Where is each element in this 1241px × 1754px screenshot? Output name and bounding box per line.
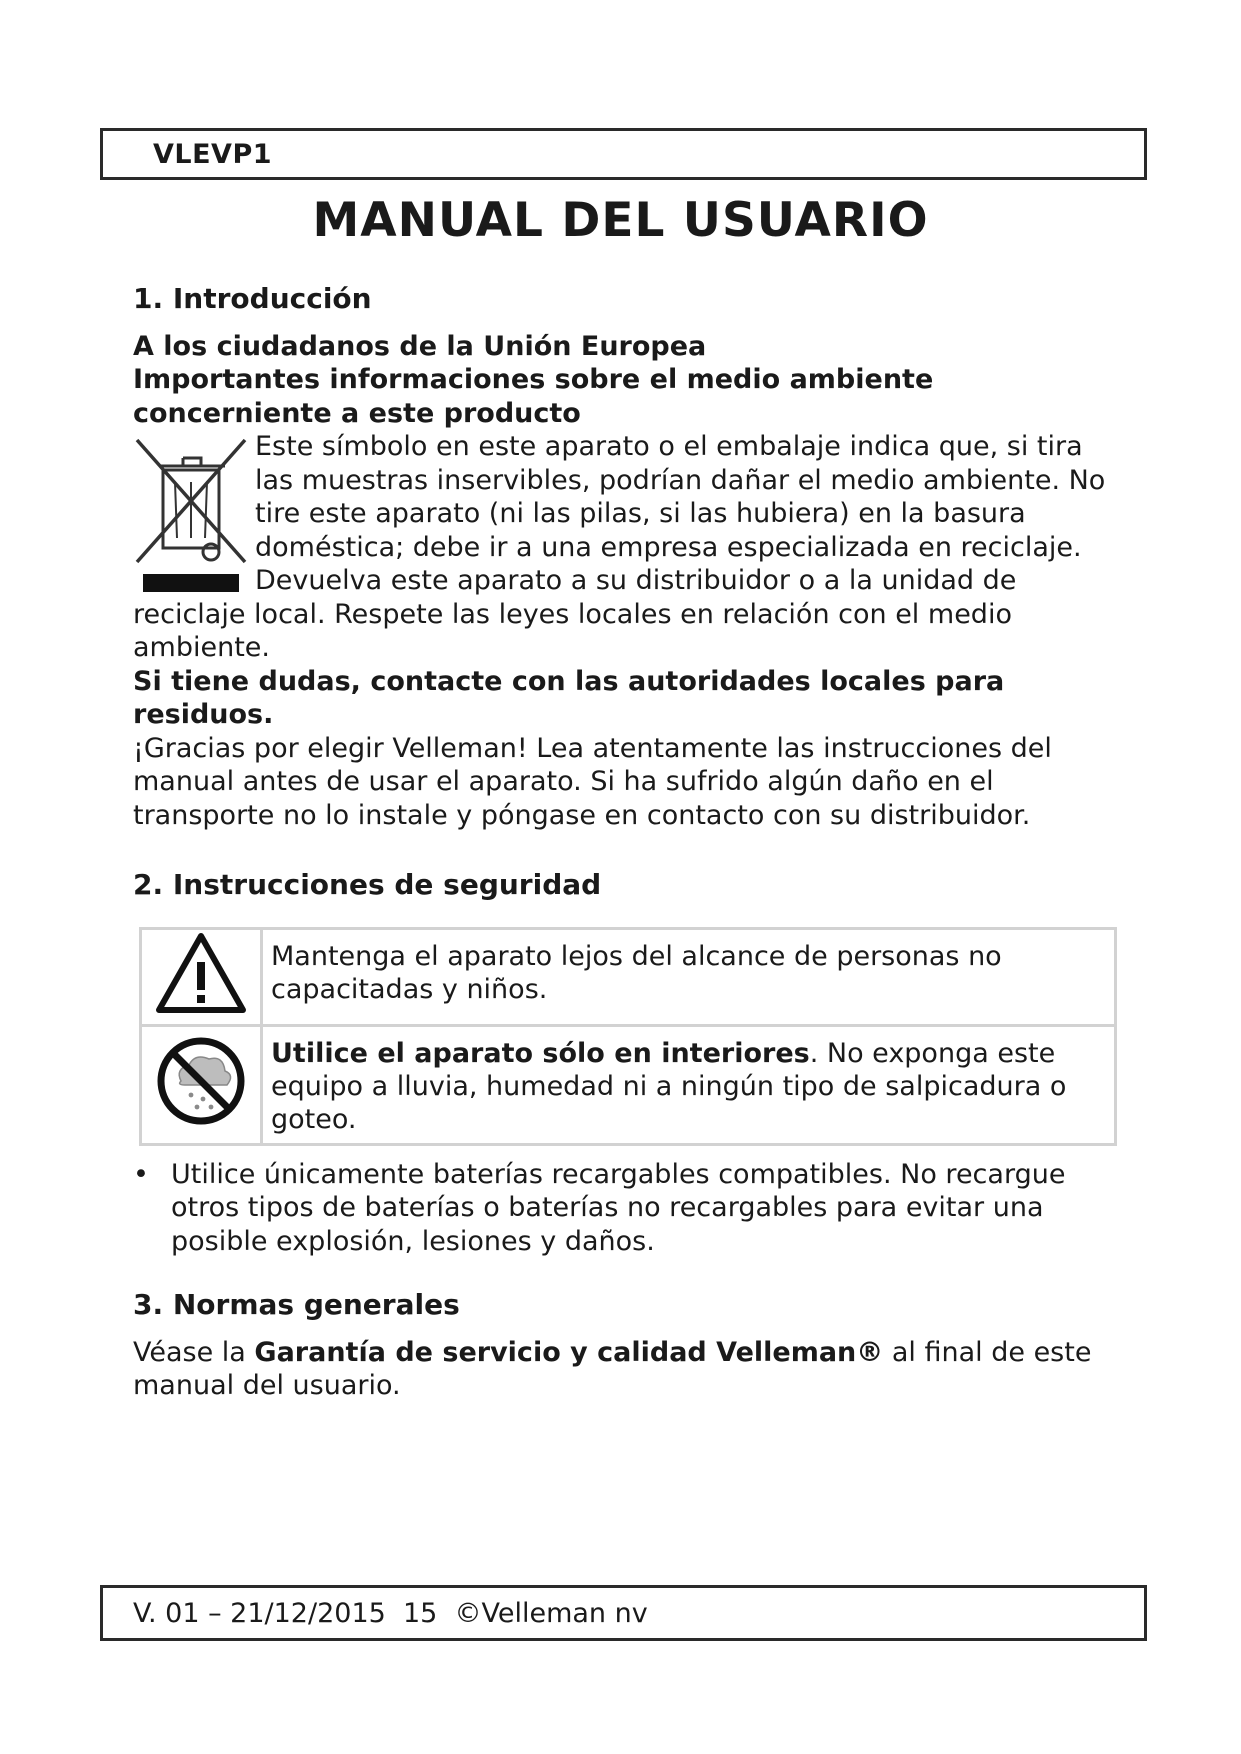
section-safety [133, 868, 1123, 1258]
general-text [133, 1336, 1093, 1403]
thanks-text: ¡Gracias por elegir Velleman! Lea atentamente las instrucciones del manual antes de usar el aparato. Si ha sufrido algún daño en el transporte no lo instale y póngase en contacto con su distribuidor. [133, 732, 1052, 831]
safety-icon-cell [141, 1025, 262, 1144]
safety-row2-text: . No exponga este equipo a lluvia, humedad ni a ningún tipo de salpicadura o goteo. [271, 1037, 1067, 1135]
weee-symbol [133, 430, 251, 592]
no-rain-icon [153, 1033, 249, 1129]
header-box [100, 128, 1147, 180]
safety-row1-text: Mantenga el aparato lejos del alcance de personas no capacitadas y niños. [271, 940, 1002, 1005]
warranty-reference: Garantía de servicio y calidad Velleman® [254, 1336, 884, 1368]
doubts-text: Si tiene dudas, contacte con las autoridades locales para residuos. [133, 665, 1005, 730]
general-text-prefix: Véase la [133, 1336, 255, 1368]
page-title: MANUAL DEL USUARIO [312, 193, 929, 248]
section2-heading: 2. Instrucciones de seguridad [133, 868, 602, 901]
crossed-bin-icon [133, 430, 251, 570]
safety-icon-cell [141, 928, 262, 1025]
footer-text: V. 01 – 21/12/2015 15 ©Velleman nv [133, 1598, 648, 1629]
battery-bullet [133, 1158, 1123, 1259]
safety-row [141, 1025, 1116, 1144]
bullet-marker: • [133, 1158, 149, 1190]
section-general [133, 1288, 1123, 1403]
section1-heading: 1. Introducción [133, 282, 372, 315]
weee-block [133, 430, 1123, 665]
safety-table [139, 927, 1117, 1146]
general-text-suffix: al final de este manual del usuario. [133, 1336, 1092, 1401]
footer-box [100, 1585, 1147, 1641]
eu-heading-line2: Importantes informaciones sobre el medio ambiente concerniente a este producto [133, 364, 934, 429]
safety-row2-bold: Utilice el aparato sólo en interiores [271, 1037, 810, 1069]
safety-text-cell [262, 1025, 1116, 1144]
section-introduction [133, 282, 1123, 832]
safety-text-cell [262, 928, 1116, 1025]
weee-bar [143, 574, 239, 592]
battery-bullet-text: Utilice únicamente baterías recargables compatibles. No recargue otros tipos de baterías o baterías no recargables para evitar una posible explosión, lesiones y daños. [171, 1158, 1066, 1257]
warning-icon [153, 930, 249, 1016]
safety-row [141, 928, 1116, 1025]
model-number: VLEVP1 [153, 139, 273, 170]
weee-text: Este símbolo en este aparato o el embalaje indica que, si tira las muestras inservibles, podrían dañar el medio ambiente. No tire este aparato (ni las pilas, si las hubiera) en la basura doméstica; debe ir a una empresa especializada en reciclaje. Devuelva este aparato a su distribuidor o a la unidad de reciclaje local. Respete las leyes locales en relación con el medio ambiente. [133, 431, 1106, 663]
eu-heading-line1: A los ciudadanos de la Unión Europea [133, 330, 707, 362]
section3-heading: 3. Normas generales [133, 1288, 460, 1321]
